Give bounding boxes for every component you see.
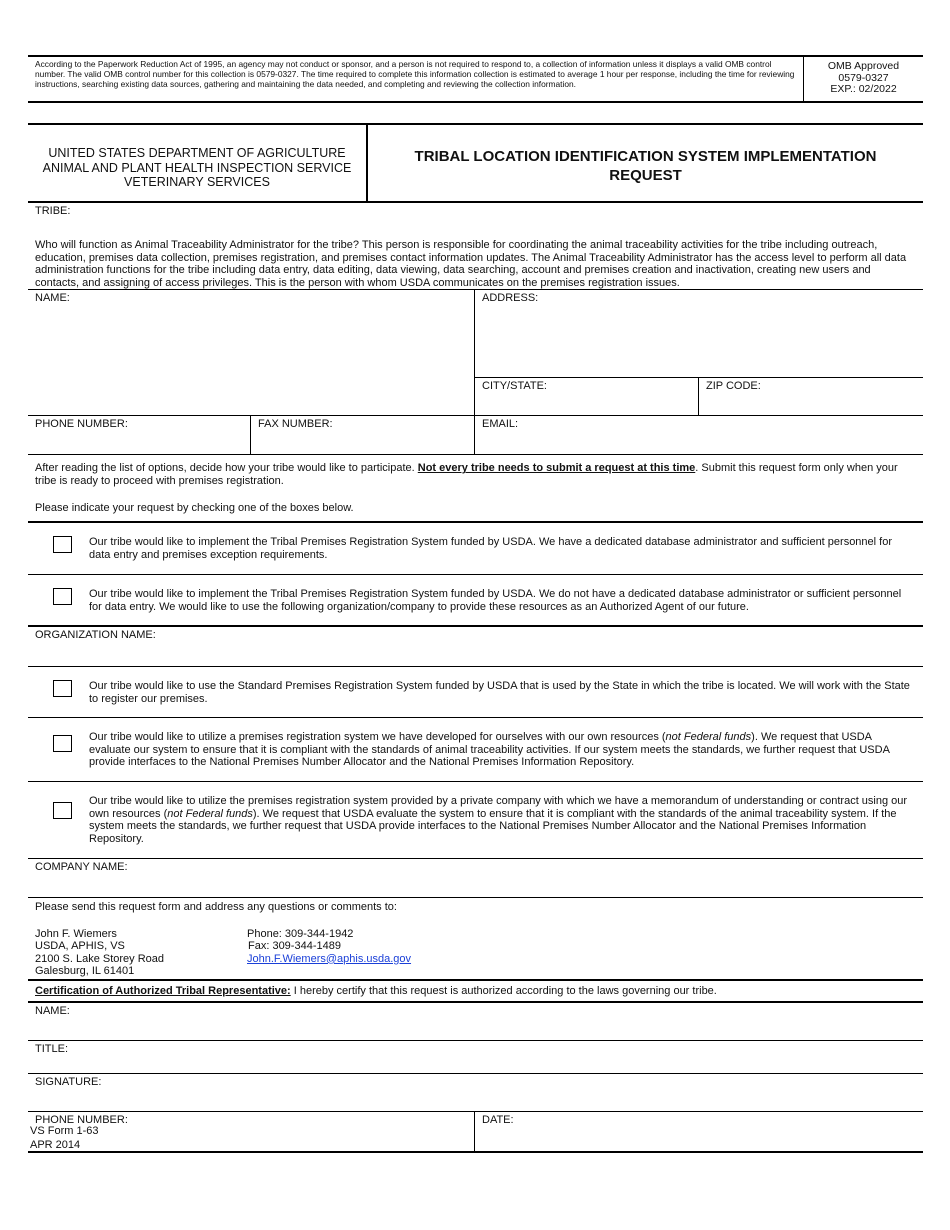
admin-address-block bbox=[475, 290, 923, 415]
organization-name-field[interactable] bbox=[28, 627, 923, 667]
tribe-field[interactable] bbox=[28, 203, 923, 237]
contact-city: Galesburg, IL 61401 bbox=[35, 965, 135, 978]
option-4-text bbox=[89, 718, 923, 769]
option-2-checkbox[interactable] bbox=[53, 588, 72, 605]
instructions-emphasis: Not every tribe needs to submit a request at this time bbox=[417, 462, 696, 475]
option-3-checkbox[interactable] bbox=[53, 680, 72, 697]
agency-name bbox=[28, 125, 368, 201]
contact-intro: Please send this request form and address any questions or comments to: bbox=[35, 901, 397, 914]
form-date: APR 2014 bbox=[30, 1139, 81, 1151]
rep-name-field[interactable] bbox=[28, 1003, 923, 1041]
certification-text: I hereby certify that this request is authorized according to the laws governing our tribe. bbox=[290, 984, 717, 997]
organization-name-label: ORGANIZATION NAME: bbox=[35, 629, 156, 642]
option-5-text-pre: Our tribe would like to utilize the premises registration system provided by a private company with which we have a memorandum of understanding or contract using our own resources ( bbox=[89, 795, 908, 820]
admin-name-field[interactable] bbox=[28, 290, 475, 415]
option-3-text: Our tribe would like to use the Standard Premises Registration System funded by USDA that is used by the State in which the tribe is located. We will work with the State to register our premises. bbox=[89, 680, 910, 705]
city-state-label: CITY/STATE: bbox=[482, 380, 547, 393]
instructions-part-2: . Submit this request form only when your tribe is ready to proceed with premises registration. bbox=[35, 462, 898, 487]
rep-date-label: DATE: bbox=[482, 1114, 514, 1127]
option-1-text: Our tribe would like to implement the Tribal Premises Registration System funded by USDA. We have a dedicated database administrator and sufficient personnel for data entry and premises exception requirements. bbox=[89, 536, 892, 561]
city-zip-row bbox=[475, 378, 923, 415]
option-5-text-post: ). We request that USDA evaluate the system to ensure that it is compliant with the standards of the animal traceability system. If the system meets the standards, we further request that USDA provide interfaces to the National Premises Number Allocator and the National Premises Information Repository. bbox=[89, 807, 897, 845]
rep-date-field[interactable] bbox=[475, 1112, 923, 1151]
omb-expiration: EXP.: 02/2022 bbox=[830, 83, 897, 95]
omb-number: 0579-0327 bbox=[838, 71, 889, 84]
agency-line-1: UNITED STATES DEPARTMENT OF AGRICULTURE bbox=[48, 146, 346, 160]
rep-phone-label: PHONE NUMBER: bbox=[35, 1114, 128, 1127]
option-3 bbox=[28, 667, 923, 718]
rep-phone-date-row bbox=[28, 1112, 923, 1153]
admin-phone-label: PHONE NUMBER: bbox=[35, 418, 128, 431]
agency-line-3: VETERINARY SERVICES bbox=[124, 175, 270, 189]
form-footer bbox=[30, 1124, 98, 1152]
zip-code-field[interactable] bbox=[699, 378, 923, 415]
contact-details bbox=[247, 928, 411, 979]
rep-signature-field[interactable] bbox=[28, 1074, 923, 1112]
form-title: TRIBAL LOCATION IDENTIFICATION SYSTEM IMPLEMENTATION REQUEST bbox=[414, 148, 877, 184]
company-name-field[interactable] bbox=[28, 859, 923, 898]
city-state-field[interactable] bbox=[475, 378, 699, 415]
option-1 bbox=[28, 521, 923, 575]
certification-heading: Certification of Authorized Tribal Representative: bbox=[35, 984, 291, 997]
check-one-instruction: Please indicate your request by checking one of the boxes below. bbox=[35, 501, 354, 514]
option-4-text-post: ). We request that USDA evaluate our system to ensure that it is compliant with the standards of animal traceability activities. If our system meets the standards, we further request that USDA provide interfaces to the National Premises Number Allocator and the National Premises Information Repository. bbox=[89, 731, 890, 769]
contact-address bbox=[35, 928, 247, 979]
rep-signature-label: SIGNATURE: bbox=[35, 1076, 102, 1089]
option-4-text-pre: Our tribe would like to utilize a premises registration system we have developed for ourselves with our own resources ( bbox=[89, 731, 666, 744]
option-2-text: Our tribe would like to implement the Tribal Premises Registration System funded by USDA. We do not have a dedicated database administrator or sufficient personnel for data entry. We would like to use the following organization/company to provide these resources as an Authorized Agent of our future. bbox=[89, 588, 902, 613]
option-5-text bbox=[89, 782, 923, 845]
option-4-text-italic: not Federal funds bbox=[665, 731, 752, 744]
company-name-label: COMPANY NAME: bbox=[35, 861, 128, 874]
option-2 bbox=[28, 575, 923, 627]
zip-code-label: ZIP CODE: bbox=[706, 380, 761, 393]
rep-name-label: NAME: bbox=[35, 1005, 70, 1018]
administrator-description: Who will function as Animal Traceability Administrator for the tribe? This person is responsible for coordinating the animal traceability activities for the tribe including outreach, education, premises data collection, premises registration, and premises contact information updates. The Animal Traceability Administrator has the access level to perform all data administration functions for the tribe including data entry, data editing, data viewing, data searching, account and premises creation and inactivation, creating new users and contacts, and assigning of access privileges. This is the person with whom USDA communicates on the premises registration issues. bbox=[35, 239, 907, 289]
option-5-checkbox[interactable] bbox=[53, 802, 72, 819]
contact-fax: Fax: 309-344-1489 bbox=[248, 940, 341, 953]
admin-email-field[interactable] bbox=[475, 416, 923, 454]
admin-phone-field[interactable] bbox=[28, 416, 251, 454]
contact-email-link[interactable]: John.F.Wiemers@aphis.usda.gov bbox=[247, 952, 412, 965]
contact-street: 2100 S. Lake Storey Road bbox=[35, 952, 165, 965]
instructions bbox=[28, 455, 923, 489]
contact-block bbox=[28, 916, 923, 979]
contact-org: USDA, APHIS, VS bbox=[35, 940, 125, 953]
certification-statement bbox=[28, 979, 923, 1004]
option-4-checkbox[interactable] bbox=[53, 735, 72, 752]
contact-name: John F. Wiemers bbox=[35, 927, 117, 940]
instructions-part-1: After reading the list of options, decide how your tribe would like to participate. bbox=[35, 462, 418, 475]
rep-title-label: TITLE: bbox=[35, 1043, 69, 1056]
paperwork-header bbox=[28, 55, 923, 103]
form-number: VS Form 1-63 bbox=[30, 1125, 99, 1137]
agency-line-2: ANIMAL AND PLANT HEALTH INSPECTION SERVICE bbox=[42, 160, 352, 175]
contact-phone: Phone: 309-344-1942 bbox=[247, 927, 354, 940]
admin-address-field[interactable] bbox=[475, 290, 923, 378]
omb-box bbox=[803, 57, 923, 101]
admin-fax-field[interactable] bbox=[251, 416, 475, 454]
title-block bbox=[28, 123, 923, 203]
admin-name-address-row bbox=[28, 289, 923, 415]
option-4 bbox=[28, 718, 923, 782]
admin-address-label: ADDRESS: bbox=[482, 292, 539, 305]
paperwork-notice: According to the Paperwork Reduction Act of 1995, an agency may not conduct or sponsor, and a person is not required to respond to, a collection of information unless it displays a valid OMB control number. The valid OMB control number for this collection is 0579-0327. The time required to complete this information collection is estimated to average 1 hour per response, including the time for reviewing instructions, searching existing data sources, gathering and maintaining the data needed, and completing and reviewing the collection information. bbox=[35, 59, 795, 90]
admin-fax-label: FAX NUMBER: bbox=[258, 418, 333, 431]
option-5 bbox=[28, 782, 923, 859]
admin-email-label: EMAIL: bbox=[482, 418, 519, 431]
rep-title-field[interactable] bbox=[28, 1041, 923, 1074]
admin-name-label: NAME: bbox=[35, 292, 70, 305]
admin-contact-row bbox=[28, 415, 923, 455]
option-5-text-italic: not Federal funds bbox=[167, 807, 253, 820]
option-1-checkbox[interactable] bbox=[53, 536, 72, 553]
tribe-label: TRIBE: bbox=[35, 205, 71, 217]
form-page bbox=[28, 55, 923, 1153]
omb-approved: OMB Approved bbox=[827, 60, 900, 72]
